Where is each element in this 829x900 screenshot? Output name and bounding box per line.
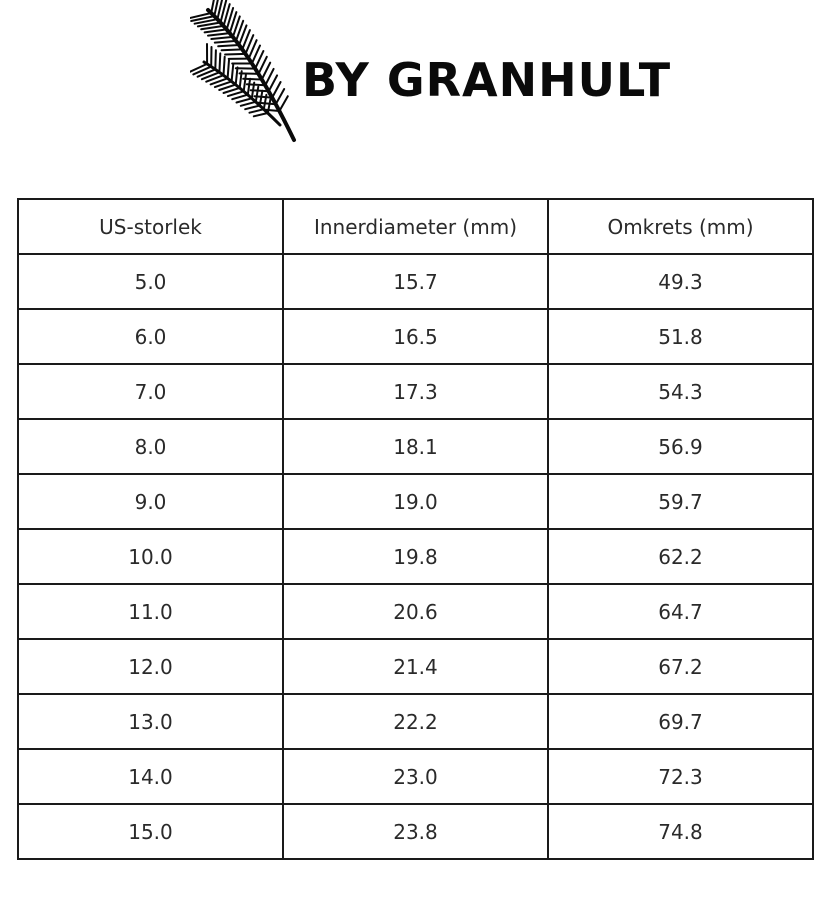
cell-us-size: 10.0 xyxy=(18,529,283,584)
table-row xyxy=(18,529,813,584)
cell-inner-diameter: 21.4 xyxy=(283,639,548,694)
cell-inner-diameter: 17.3 xyxy=(283,364,548,419)
cell-circumference: 49.3 xyxy=(548,254,813,309)
cell-circumference: 69.7 xyxy=(548,694,813,749)
cell-circumference: 74.8 xyxy=(548,804,813,859)
cell-inner-diameter: 23.0 xyxy=(283,749,548,804)
cell-us-size: 15.0 xyxy=(18,804,283,859)
table-row xyxy=(18,584,813,639)
cell-us-size: 13.0 xyxy=(18,694,283,749)
cell-circumference: 51.8 xyxy=(548,309,813,364)
table-body xyxy=(18,254,813,859)
table-row xyxy=(18,309,813,364)
cell-circumference: 67.2 xyxy=(548,639,813,694)
column-header-circumference: Omkrets (mm) xyxy=(548,199,813,254)
cell-us-size: 12.0 xyxy=(18,639,283,694)
cell-us-size: 8.0 xyxy=(18,419,283,474)
cell-inner-diameter: 20.6 xyxy=(283,584,548,639)
column-header-inner-diameter: Innerdiameter (mm) xyxy=(283,199,548,254)
table-row xyxy=(18,804,813,859)
cell-inner-diameter: 18.1 xyxy=(283,419,548,474)
cell-inner-diameter: 16.5 xyxy=(283,309,548,364)
column-header-us-size: US-storlek xyxy=(18,199,283,254)
cell-us-size: 5.0 xyxy=(18,254,283,309)
cell-circumference: 64.7 xyxy=(548,584,813,639)
cell-us-size: 6.0 xyxy=(18,309,283,364)
table-row xyxy=(18,639,813,694)
cell-inner-diameter: 23.8 xyxy=(283,804,548,859)
cell-us-size: 9.0 xyxy=(18,474,283,529)
cell-circumference: 54.3 xyxy=(548,364,813,419)
table-row xyxy=(18,694,813,749)
table-row xyxy=(18,254,813,309)
table-row xyxy=(18,419,813,474)
cell-inner-diameter: 19.8 xyxy=(283,529,548,584)
cell-us-size: 14.0 xyxy=(18,749,283,804)
brand-name: BY GRANHULT xyxy=(302,53,672,107)
cell-circumference: 56.9 xyxy=(548,419,813,474)
table-row xyxy=(18,474,813,529)
brand-logo xyxy=(190,0,672,145)
spruce-branch-icon xyxy=(190,0,305,145)
table-header-row xyxy=(18,199,813,254)
cell-us-size: 11.0 xyxy=(18,584,283,639)
cell-us-size: 7.0 xyxy=(18,364,283,419)
table-row xyxy=(18,364,813,419)
cell-circumference: 72.3 xyxy=(548,749,813,804)
cell-inner-diameter: 19.0 xyxy=(283,474,548,529)
cell-inner-diameter: 22.2 xyxy=(283,694,548,749)
cell-circumference: 62.2 xyxy=(548,529,813,584)
ring-size-table xyxy=(17,198,814,860)
table-row xyxy=(18,749,813,804)
cell-circumference: 59.7 xyxy=(548,474,813,529)
cell-inner-diameter: 15.7 xyxy=(283,254,548,309)
